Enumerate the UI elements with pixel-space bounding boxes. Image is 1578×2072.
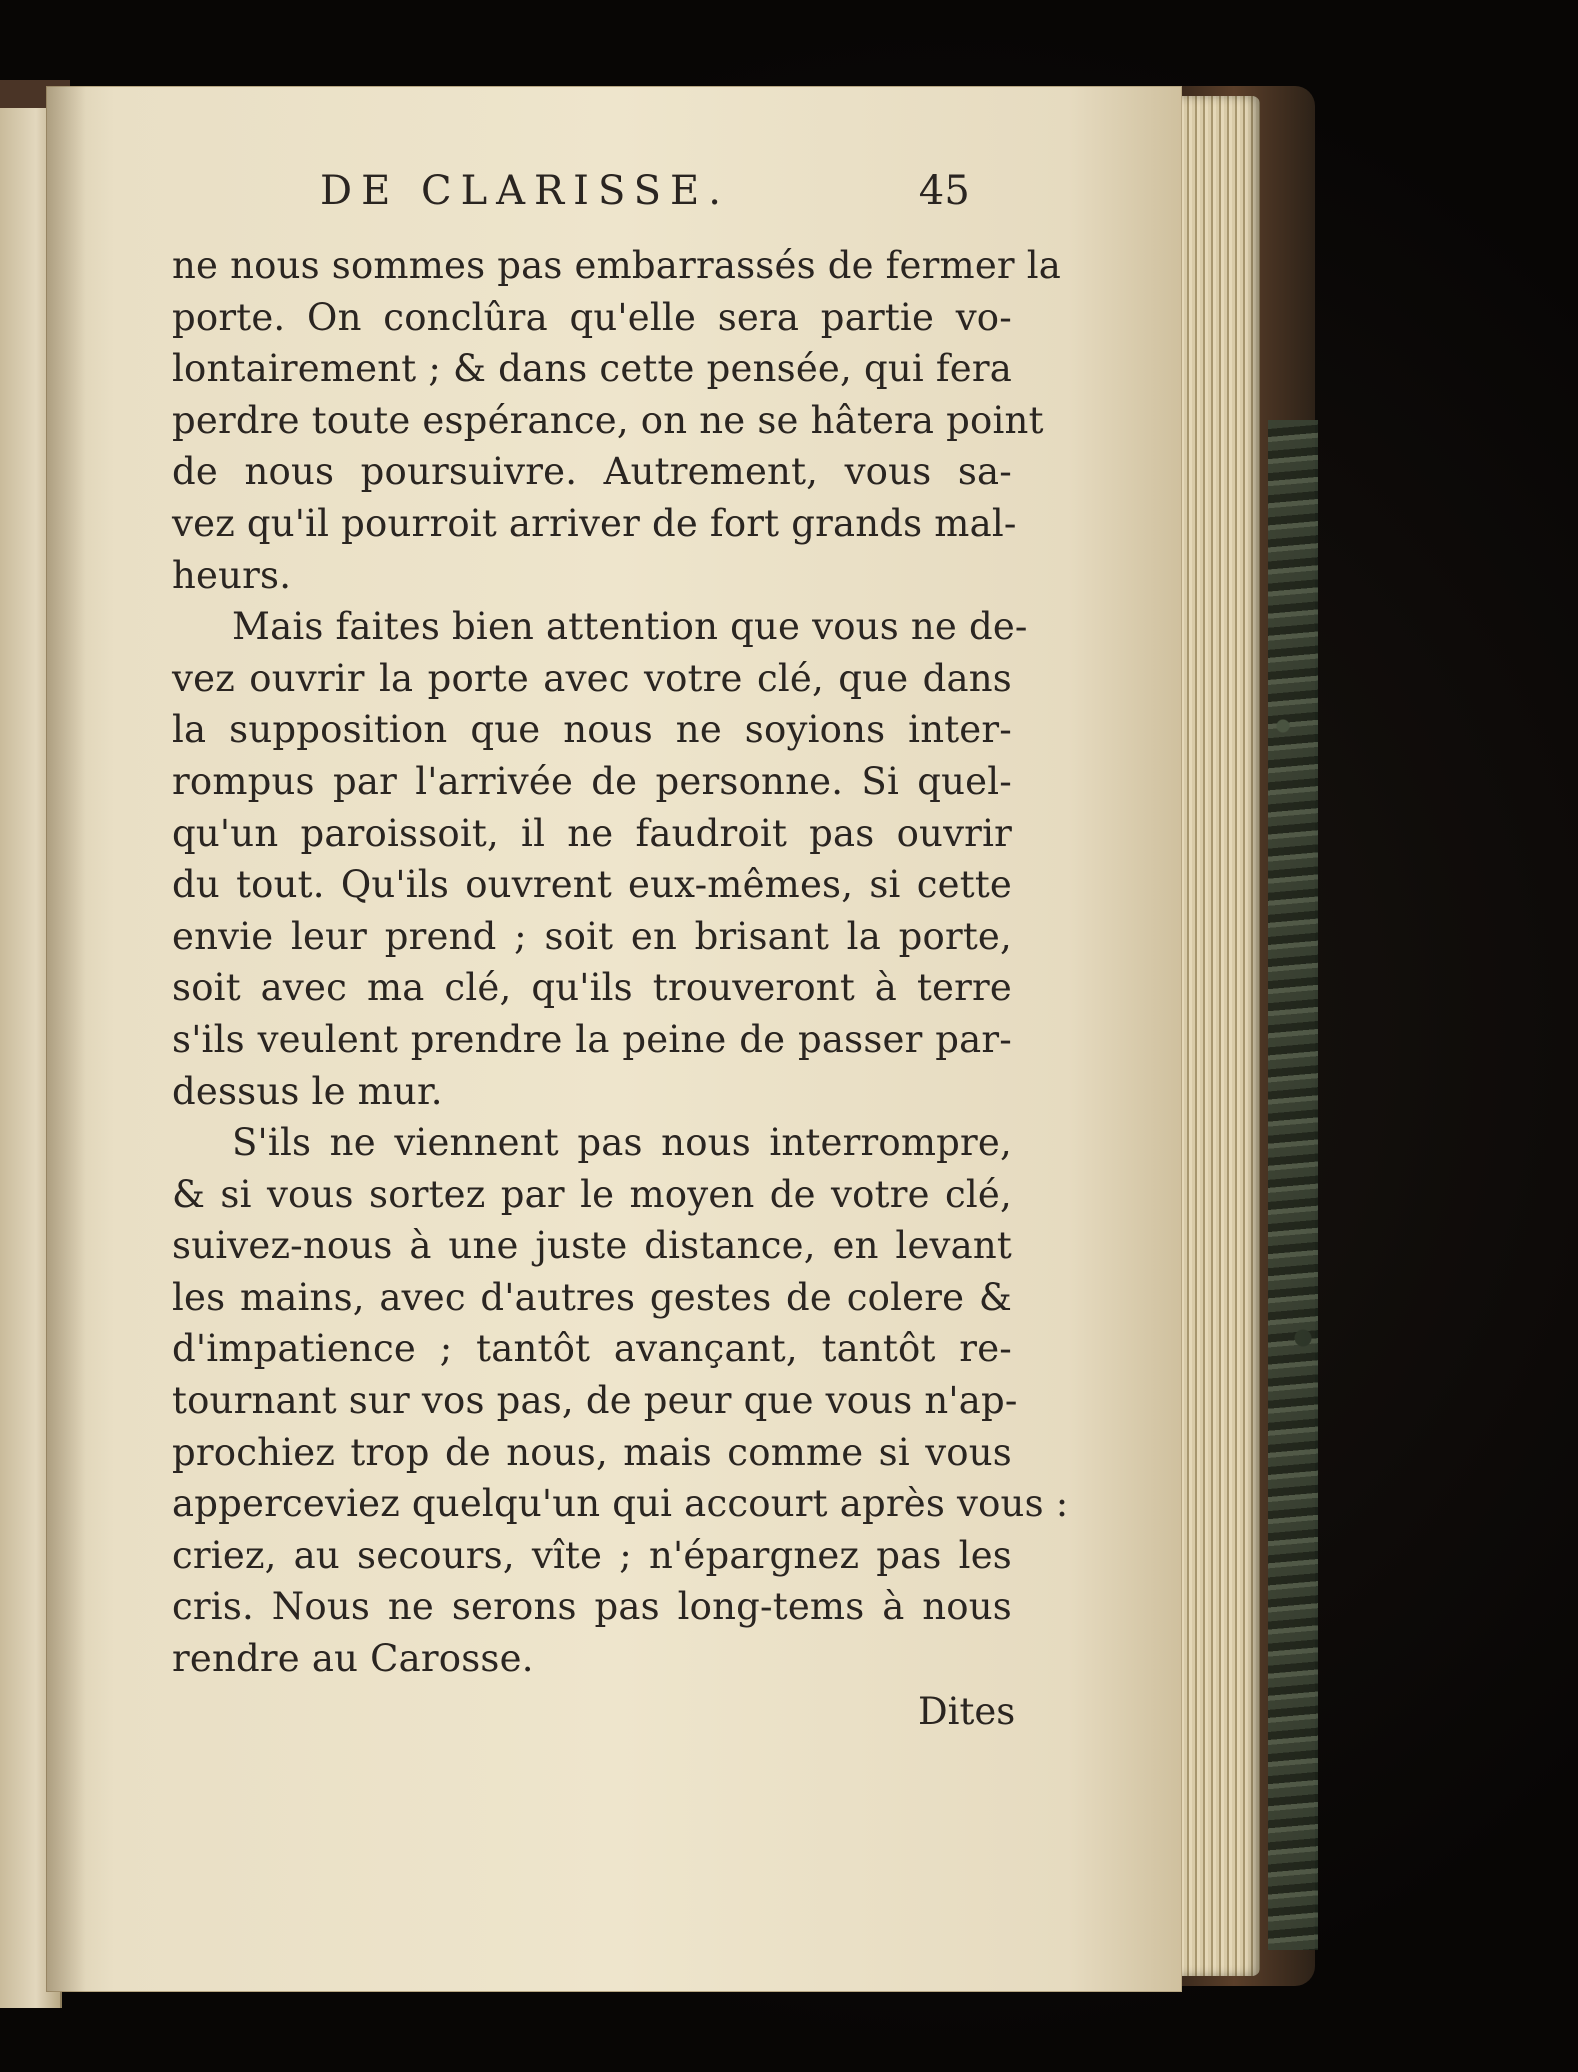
text-line: dessus le mur. [172, 1069, 443, 1113]
text-line: de nous poursuivre. Autrement, vous sa- [172, 450, 1012, 494]
text-line: du tout. Qu'ils ouvrent eux-mêmes, si cette [172, 863, 1012, 907]
text-line: s'ils veulent prendre la peine de passer par- [172, 1017, 1012, 1061]
body-text [172, 240, 1069, 1685]
text-line: heurs. [172, 553, 292, 597]
text-line: vez qu'il pourroit arriver de fort grands mal- [172, 501, 1017, 545]
text-line: Mais faites bien attention que vous ne de- [232, 605, 1028, 649]
text-line: lontairement ; & dans cette pensée, qui fera [172, 347, 1012, 391]
text-line: rompus par l'arrivée de personne. Si quel- [172, 759, 1012, 803]
text-line: suivez-nous à une juste distance, en levant [172, 1224, 1012, 1268]
text-line: & si vous sortez par le moyen de votre clé, [172, 1172, 1012, 1216]
text-line: porte. On conclûra qu'elle sera partie vo- [172, 295, 1012, 339]
text-line: vez ouvrir la porte avec votre clé, que dans [172, 656, 1012, 700]
text-line: rendre au Carosse. [172, 1637, 534, 1681]
text-line: la supposition que nous ne soyions inter- [172, 708, 1012, 752]
marbled-edge [1268, 420, 1318, 1950]
gutter-shadow [46, 86, 86, 1992]
text-line: perdre toute espérance, on ne se hâtera point [172, 398, 1044, 442]
running-title: DE CLARISSE. [320, 168, 730, 214]
text-line: criez, au secours, vîte ; n'épargnez pas les [172, 1533, 1012, 1577]
text-line: d'impatience ; tantôt avançant, tantôt re- [172, 1327, 1012, 1371]
text-line: envie leur prend ; soit en brisant la porte, [172, 914, 1012, 958]
text-line: apperceviez quelqu'un qui accourt après vous : [172, 1482, 1069, 1526]
text-line: ne nous sommes pas embarrassés de fermer la [172, 244, 1062, 287]
text-line: S'ils ne viennent pas nous interrompre, [232, 1121, 1012, 1165]
text-line: les mains, avec d'autres gestes de colere & [172, 1275, 1012, 1319]
page-number: 45 [918, 168, 970, 214]
text-line: tournant sur vos pas, de peur que vous n'ap- [172, 1379, 1018, 1423]
catchword: Dites [918, 1690, 1016, 1733]
page-text-block [172, 168, 1069, 1685]
text-line: prochiez trop de nous, mais comme si vous [172, 1430, 1012, 1474]
text-line: soit avec ma clé, qu'ils trouveront à terre [172, 966, 1012, 1010]
text-line: qu'un paroissoit, il ne faudroit pas ouvrir [172, 811, 1012, 855]
page-header [172, 168, 1012, 226]
text-line: cris. Nous ne serons pas long-tems à nous [172, 1585, 1012, 1629]
